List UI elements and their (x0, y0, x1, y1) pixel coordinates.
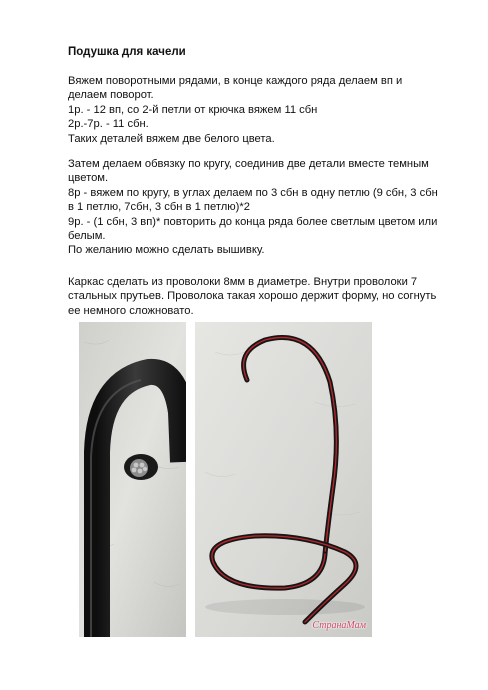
wire-stand-illustration (195, 322, 372, 637)
text-line: Затем делаем обвязку по кругу, соединив две детали вместе темным (68, 158, 429, 170)
site-watermark: СтранаМам (312, 620, 366, 631)
text-line: 8р - вяжем по кругу, в углах делаем по 3 сбн в одну петлю (9 сбн, 3 сбн (68, 186, 438, 199)
wire-end-closeup-photo (79, 322, 186, 637)
text-line: в 1 петлю, 7сбн, 3 сбн в 1 петлю)*2 (68, 201, 250, 214)
document-title: Подушка для качели (68, 46, 186, 58)
text-line: 2р.-7р. - 11 сбн. (68, 118, 149, 131)
text-line: Вяжем поворотными рядами, в конце каждого ряда делаем вп и (68, 75, 403, 87)
text-line: Таких деталей вяжем две белого цвета. (68, 132, 275, 145)
text-line: 9р. - (1 сбн, 3 вп)* повторить до конца ряда более светлым цветом или (68, 215, 438, 228)
wire-stand-photo (195, 322, 372, 637)
paragraph-frame (68, 275, 458, 318)
text-line: По желанию можно сделать вышивку. (68, 244, 265, 257)
paragraph-pattern-rows (68, 74, 458, 146)
text-line: ее немного сложновато. (68, 304, 194, 317)
text-line: цветом. (68, 172, 109, 185)
text-line: Каркас сделать из проволоки 8мм в диаметре. Внутри проволоки 7 (68, 276, 418, 288)
text-line: белым. (68, 230, 106, 243)
text-line: 1р. - 12 вп, со 2-й петли от крючка вяжем 11 сбн (68, 103, 318, 116)
wire-end-illustration (79, 322, 186, 637)
text-line: стальных прутьев. Проволока такая хорошо держит форму, но согнуть (68, 290, 437, 303)
text-line: делаем поворот. (68, 89, 154, 102)
paragraph-border-rows (68, 157, 458, 258)
